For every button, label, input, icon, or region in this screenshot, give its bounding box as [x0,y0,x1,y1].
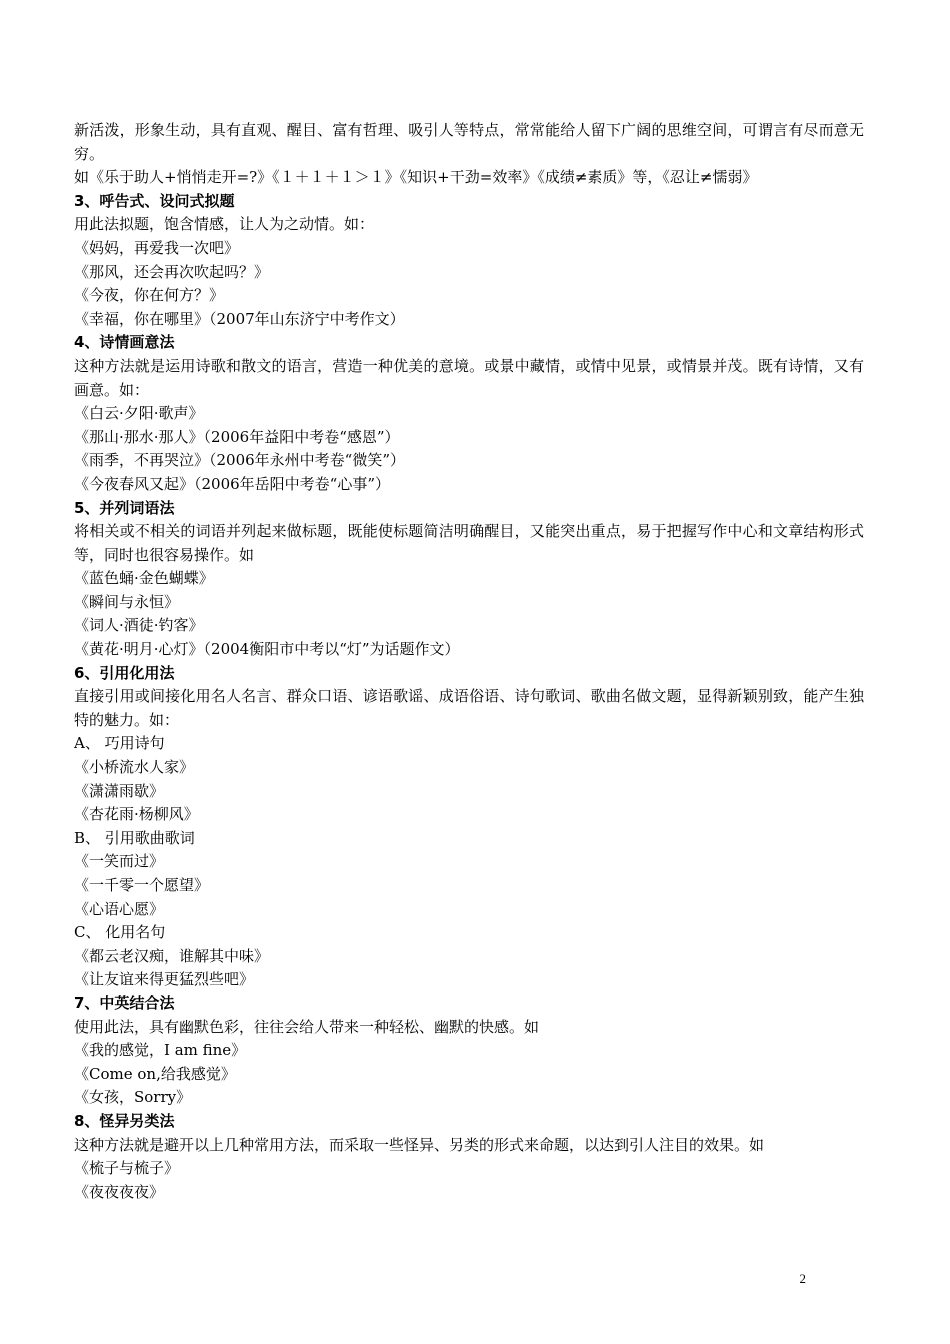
title-example: 《都云老汉痴，谁解其中味》 [74,946,270,965]
section-description: 直接引用或间接化用名人名言、群众口语、谚语歌谣、成语俗语、诗句歌词、歌曲名做文题，显得新颖别致，能产生独特的魅力。如： [74,687,864,729]
title-example: 《黄花·明月·心灯》（2004衡阳市中考以“灯”为话题作文） [74,640,460,659]
section-heading: 4、诗情画意法 [74,333,175,352]
title-example: A、 巧用诗句 [74,734,165,753]
section-heading: 3、呼告式、设问式拟题 [74,191,235,210]
document-body [74,119,864,1204]
title-example: 《雨季，不再哭泣》（2006年永州中考卷“微笑”） [74,451,406,470]
title-example: 《一千零一个愿望》 [74,876,210,894]
section-description: 用此法拟题，饱含情感，让人为之动情。如： [74,215,375,234]
title-example: 《我的感觉，I am fine》 [74,1041,247,1060]
title-example: C、 化用名句 [74,923,166,942]
title-example: 《一笑而过》 [74,852,165,871]
title-example: 《词人·酒徒·钓客》 [74,616,204,635]
section-heading: 8、怪异另类法 [74,1111,175,1130]
title-example: 《女孩，Sorry》 [74,1088,192,1107]
title-example: 《潇潇雨歇》 [74,781,165,800]
section-heading: 5、并列词语法 [74,498,175,517]
title-example: 《让友谊来得更猛烈些吧》 [74,970,255,989]
section-description: 将相关或不相关的词语并列起来做标题，既能使标题简洁明确醒目，又能突出重点，易于把握写作中心和文章结构形式等，同时也很容易操作。如 [74,522,864,564]
title-example: 《蓝色蛹·金色蝴蝶》 [74,569,214,588]
title-example: 《杏花雨·杨柳风》 [74,805,199,824]
title-example: 《那风，还会再次吹起吗？》 [74,262,270,281]
title-example: 《夜夜夜夜》 [74,1182,165,1201]
title-example: 《那山·那水·那人》（2006年益阳中考卷“感恩”） [74,427,400,446]
title-example: 《妈妈，再爱我一次吧》 [74,238,240,257]
title-example: 《梳子与梳子》 [74,1159,180,1178]
intro-continuation: 新活泼，形象生动，具有直观、醒目、富有哲理、吸引人等特点，常常能给人留下广阔的思维空间，可谓言有尽而意无穷。 [74,121,864,163]
title-example: 《瞬间与永恒》 [74,592,180,611]
sections-container [74,190,864,1205]
section-heading: 6、引用化用法 [74,663,175,682]
intro-examples: 如《乐于助人+悄悄走开=?》《１＋１＋１＞１》《知识+干劲=效率》《成绩≠素质》等，《忍让≠懦弱》 [74,168,758,187]
section-description: 使用此法，具有幽默色彩，往往会给人带来一种轻松、幽默的快感。如 [74,1017,540,1036]
title-example: 《今夜春风又起》（2006年岳阳中考卷“心事”） [74,474,391,493]
title-example: 《幸福，你在哪里》（2007年山东济宁中考作文） [74,309,405,328]
page-number: 2 [799,1271,806,1286]
section-heading: 7、中英结合法 [74,993,175,1012]
section-description: 这种方法就是避开以上几种常用方法，而采取一些怪异、另类的形式来命题，以达到引人注目的效果。如 [74,1135,765,1154]
title-example: 《Come on,给我感觉》 [74,1064,236,1083]
title-example: 《心语心愿》 [74,899,165,918]
title-example: 《白云·夕阳·歌声》 [74,404,204,423]
title-example: 《今夜，你在何方？》 [74,286,225,305]
title-example: 《小桥流水人家》 [74,758,195,777]
section-description: 这种方法就是运用诗歌和散文的语言，营造一种优美的意境。或景中藏情，或情中见景，或情景并茂。既有诗情，又有画意。如： [74,356,864,399]
title-example: B、 引用歌曲歌词 [74,828,195,847]
